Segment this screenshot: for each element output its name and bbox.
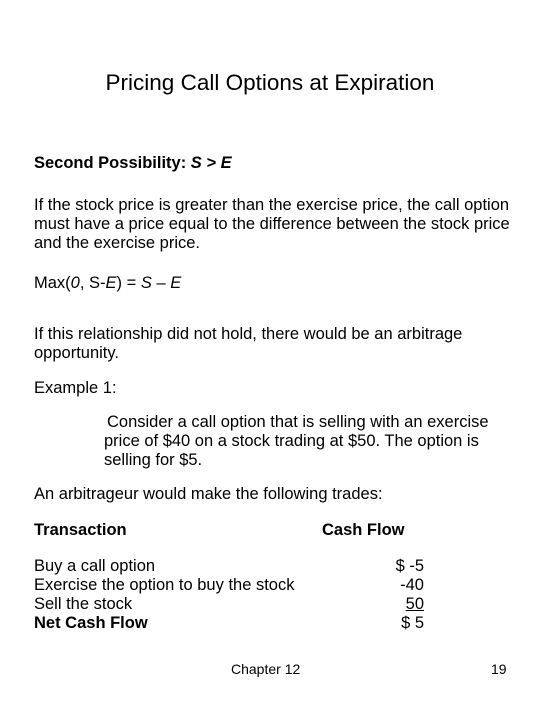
transaction-desc: Sell the stock (34, 595, 133, 613)
footer-chapter: Chapter 12 (231, 661, 301, 677)
table-row (34, 595, 434, 614)
cash-flow-amount: $ 5 (401, 614, 424, 632)
formula-s: S (140, 274, 152, 292)
cash-flow-amount: 50 (405, 595, 424, 613)
example-label: Example 1: (34, 379, 117, 397)
column-header-cash-flow: Cash Flow (322, 521, 405, 539)
cash-flow-amount: $ -5 (395, 557, 424, 575)
column-header-transaction: Transaction (34, 521, 127, 539)
slide-title: Pricing Call Options at Expiration (105, 70, 435, 95)
transaction-desc: Net Cash Flow (34, 614, 148, 632)
table-row (34, 576, 434, 595)
formula-zero: 0 (70, 274, 80, 292)
formula-mid: ) = (116, 274, 141, 292)
subheading-label: Second Possibility: (34, 154, 191, 172)
table-row (34, 557, 434, 576)
transaction-desc: Buy a call option (34, 557, 156, 575)
arbitrage-paragraph: If this relationship did not hold, there would be an arbitrage opportunity. (34, 325, 463, 362)
formula-sep: , S- (79, 274, 106, 292)
formula-max: Max( (34, 274, 71, 292)
table-row-total (34, 614, 434, 633)
transaction-desc: Exercise the option to buy the stock (34, 576, 295, 594)
formula-dash: – (151, 274, 171, 292)
example-body: Consider a call option that is selling with an exercise price of $40 on a stock trading at $50. The option is selling for $5. (104, 413, 489, 469)
formula-e2: E (170, 274, 182, 292)
subheading-condition: S > E (190, 154, 232, 172)
trades-intro: An arbitrageur would make the following trades: (34, 485, 383, 503)
cash-flow-amount: -40 (400, 576, 424, 594)
page-number: 19 (491, 661, 507, 677)
subheading (34, 154, 232, 173)
formula-e1: E (105, 274, 117, 292)
payoff-formula (34, 274, 181, 293)
explanation-paragraph: If the stock price is greater than the exercise price, the call option must have a price equal to the difference between the stock price and the exercise price. (34, 196, 510, 252)
